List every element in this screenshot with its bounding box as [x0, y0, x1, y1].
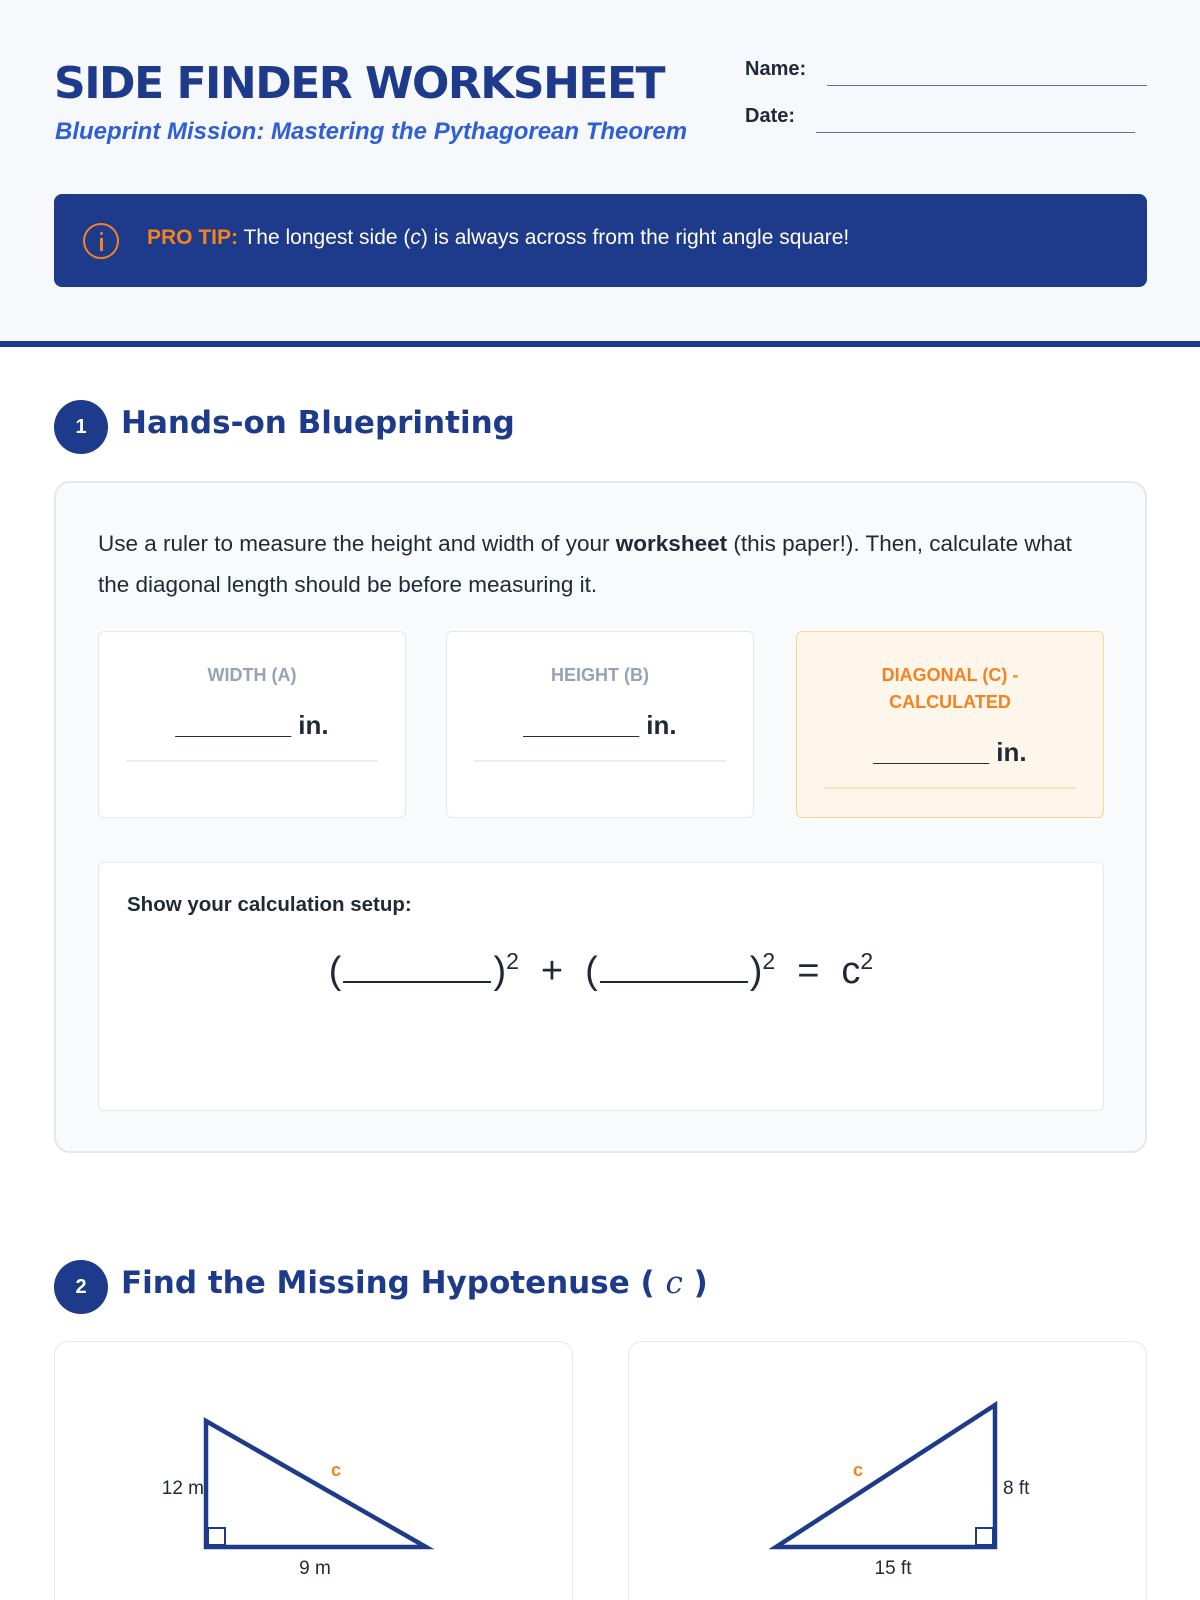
- worksheet-header: [0, 0, 1200, 347]
- diagonal-answer[interactable]: ________ in.: [873, 737, 1027, 767]
- triangle-diagram-1: [55, 1342, 574, 1600]
- name-field[interactable]: [827, 85, 1147, 86]
- diagonal-answer-underline: [824, 787, 1076, 789]
- section-2-title-end: ): [682, 1265, 708, 1301]
- height-measure-box: [446, 631, 754, 818]
- problem-card-1: [54, 1341, 573, 1600]
- height-answer-underline: [474, 760, 726, 762]
- worksheet-title: SIDE FINDER WORKSHEET: [54, 58, 665, 109]
- eq-equals: =: [797, 950, 820, 992]
- pro-tip-variable: c: [410, 226, 421, 249]
- section-2-title: [121, 1265, 708, 1301]
- eq-c: c: [841, 950, 861, 992]
- info-icon: [83, 223, 119, 259]
- pythagorean-equation: [99, 948, 1103, 993]
- triangle-1-hypotenuse: c: [330, 1460, 342, 1480]
- right-angle-marker-1: [208, 1528, 225, 1545]
- triangle-2-shape: [776, 1405, 995, 1547]
- section-1-number: 1: [54, 400, 108, 454]
- eq-close-paren-a: ): [493, 950, 507, 992]
- width-label: WIDTH (A): [207, 665, 297, 685]
- name-label: Name:: [745, 58, 807, 80]
- section-1-title: Hands-on Blueprinting: [121, 405, 515, 441]
- right-angle-marker-2: [976, 1528, 993, 1545]
- triangle-2-side-a: 8 ft: [1003, 1478, 1030, 1499]
- eq-exponent-c: 2: [860, 948, 874, 974]
- eq-exponent-b: 2: [762, 948, 776, 974]
- section-2-number: 2: [54, 1260, 108, 1314]
- intro-text-before: Use a ruler to measure the height and width of your: [98, 531, 616, 556]
- triangle-2-hypotenuse: c: [852, 1460, 864, 1480]
- date-field[interactable]: [816, 132, 1135, 133]
- section-2-title-variable: c: [665, 1265, 683, 1301]
- section-2-title-text: Find the Missing Hypotenuse (: [121, 1265, 666, 1301]
- section-1-panel: [54, 481, 1147, 1153]
- width-measure-box: [98, 631, 406, 818]
- width-answer[interactable]: ________ in.: [175, 710, 329, 740]
- worksheet-subtitle: Blueprint Mission: Mastering the Pythagorean Theorem: [55, 118, 688, 145]
- height-label: HEIGHT (B): [551, 665, 649, 685]
- eq-blank-a[interactable]: [343, 977, 491, 983]
- triangle-1-shape: [206, 1421, 426, 1547]
- calculation-setup-box: [98, 862, 1104, 1111]
- intro-text-after: (this paper!). Then, calculate what the diagonal length should be before measuring it.: [98, 531, 1072, 597]
- triangle-1-side-b: 9 m: [299, 1558, 331, 1579]
- width-answer-underline: [126, 760, 378, 762]
- section-1-instructions: [98, 523, 1108, 605]
- eq-close-paren-b: ): [749, 950, 763, 992]
- pro-tip-label: PRO TIP:: [147, 226, 239, 249]
- pro-tip-text-after: ) is always across from the right angle square!: [420, 226, 850, 249]
- pro-tip-text: [147, 226, 849, 250]
- diagonal-measure-box: [796, 631, 1104, 818]
- problem-card-2: [628, 1341, 1147, 1600]
- triangle-1-side-a: 12 m: [161, 1478, 204, 1499]
- eq-open-paren-a: (: [328, 950, 342, 992]
- calculation-setup-label: Show your calculation setup:: [127, 893, 412, 916]
- eq-exponent-a: 2: [506, 948, 519, 974]
- eq-blank-b[interactable]: [600, 977, 748, 983]
- triangle-diagram-2: [629, 1342, 1148, 1600]
- triangle-2-side-b: 15 ft: [874, 1558, 912, 1579]
- date-label: Date:: [745, 105, 796, 127]
- diagonal-label: DIAGONAL (C) - CALCULATED: [881, 665, 1019, 712]
- eq-open-paren-b: (: [585, 950, 598, 992]
- intro-text-bold: worksheet: [615, 531, 728, 556]
- eq-plus: +: [540, 950, 564, 992]
- pro-tip-banner: [54, 194, 1147, 287]
- pro-tip-text-before: The longest side (: [243, 226, 411, 249]
- height-answer[interactable]: ________ in.: [523, 710, 677, 740]
